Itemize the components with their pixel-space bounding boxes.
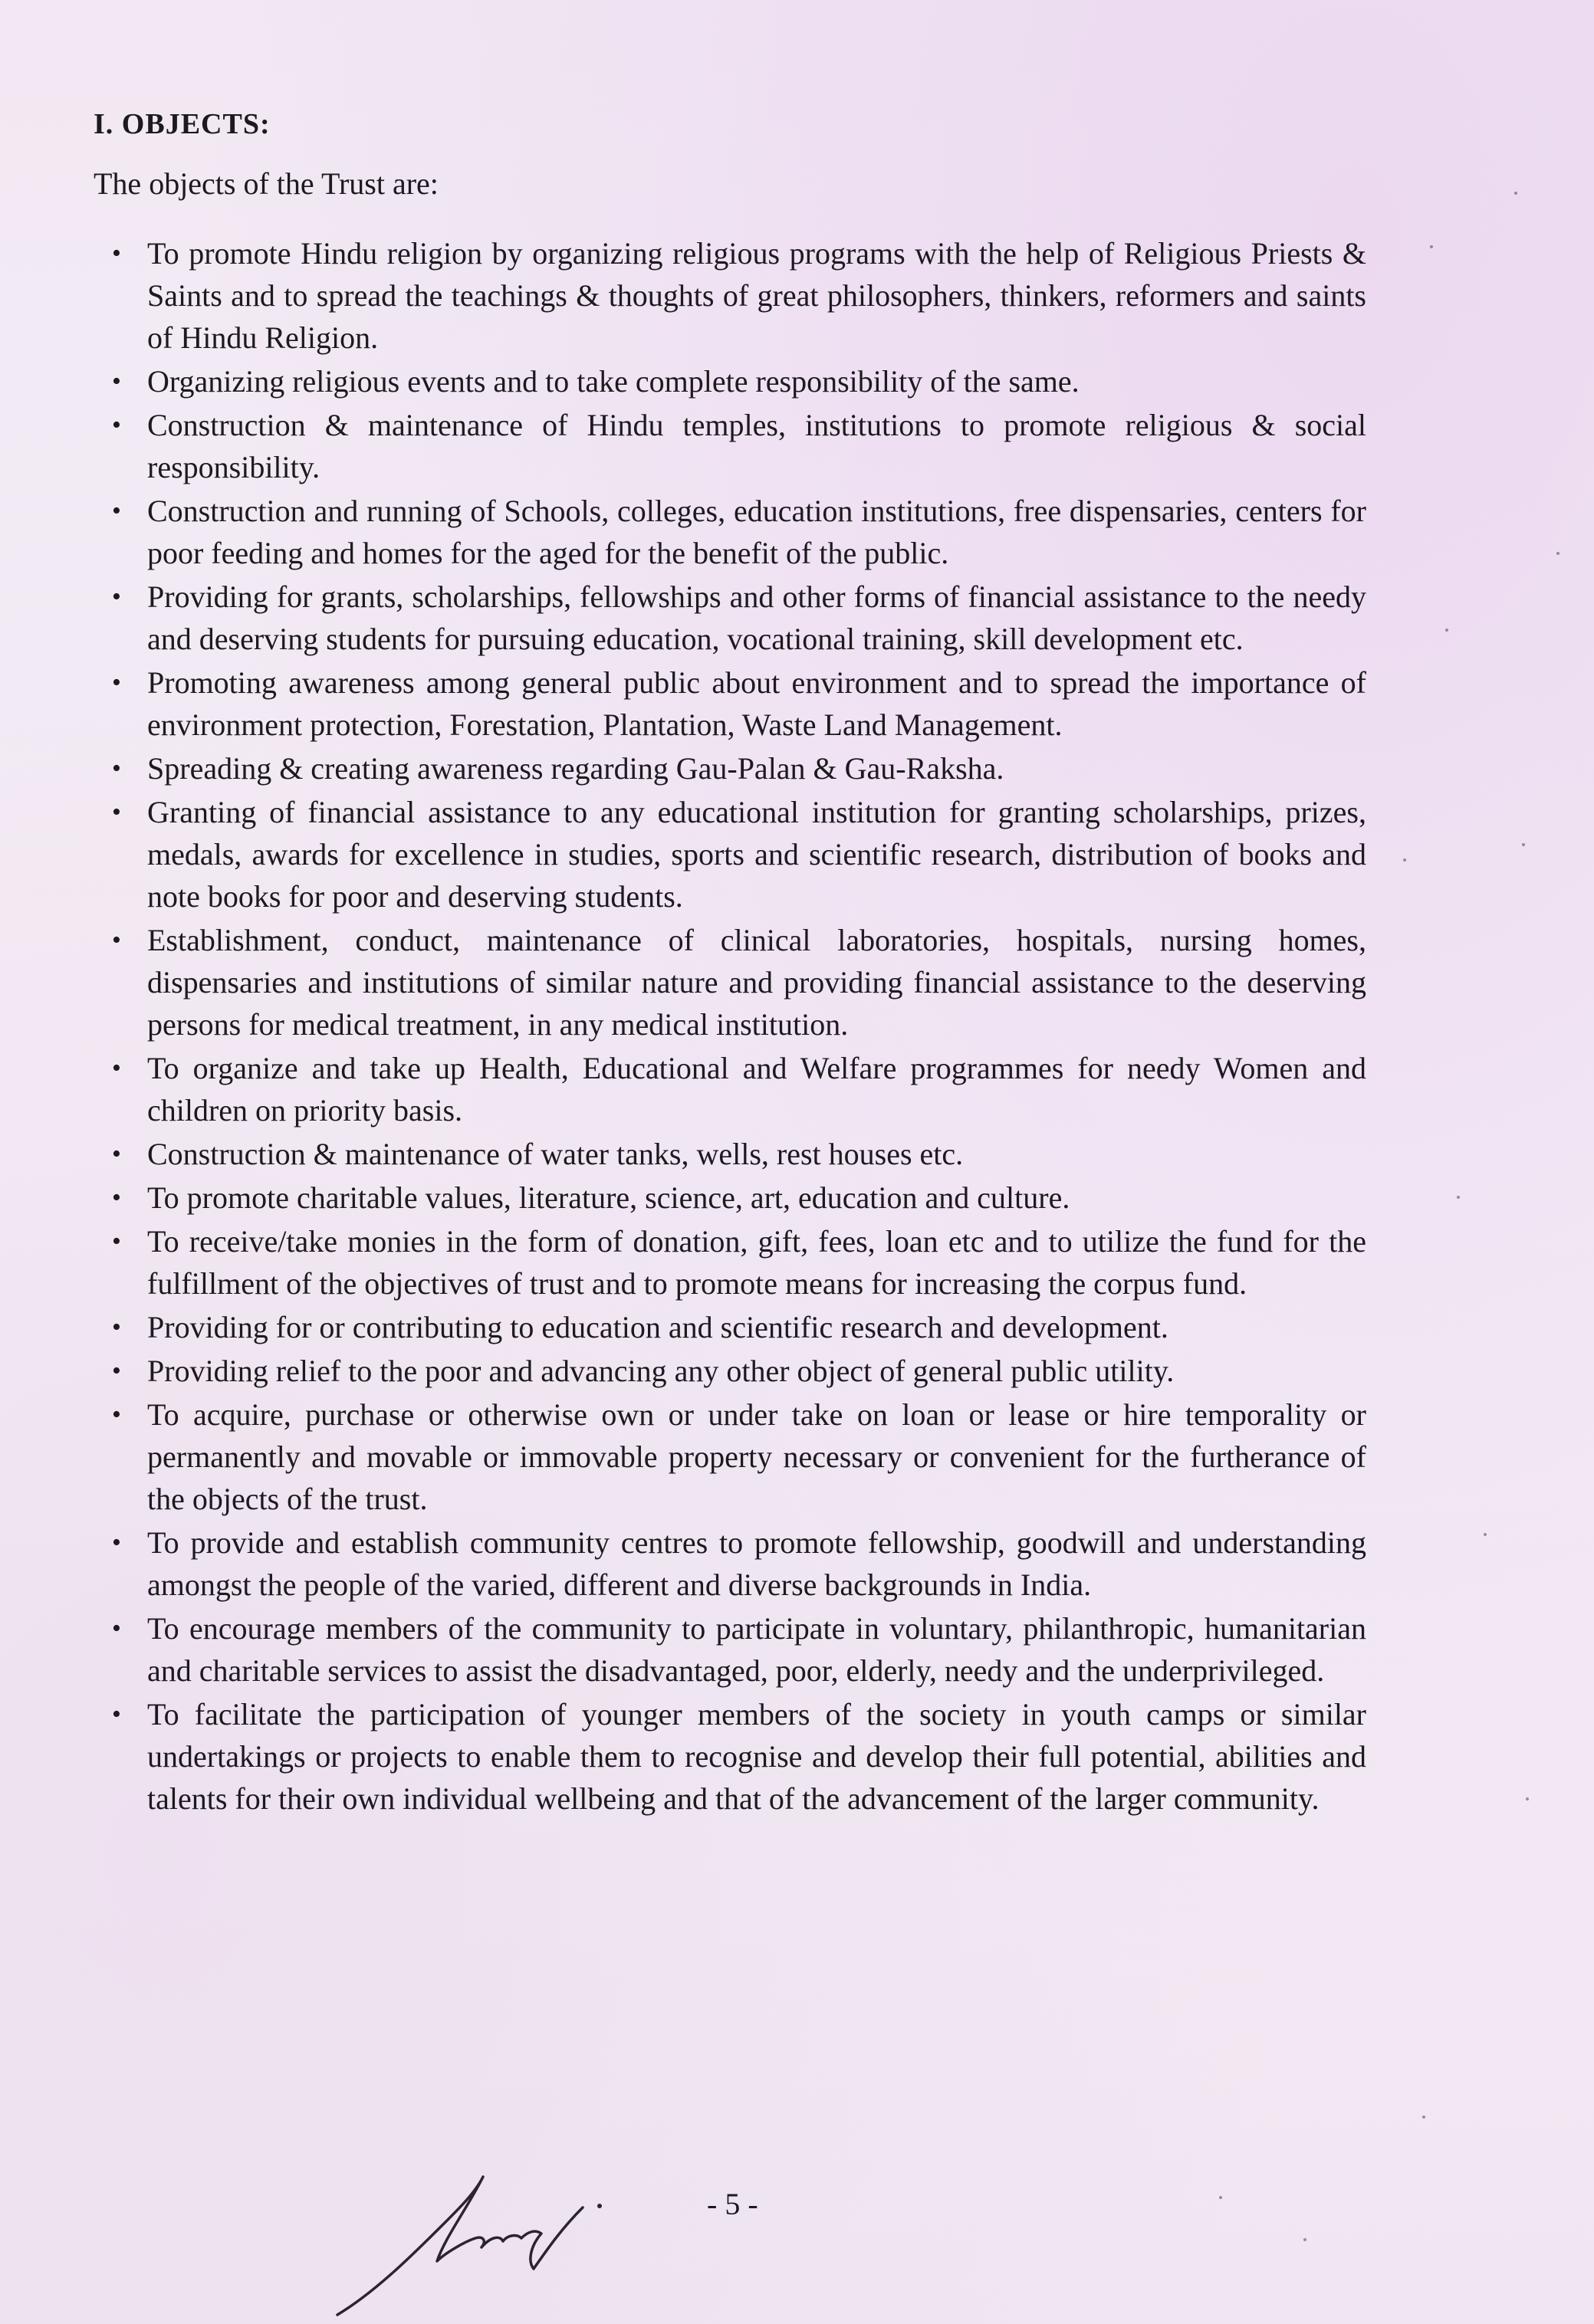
list-item [94,919,1366,1045]
bullet-icon: • [112,1528,121,1557]
scan-speck [1514,192,1517,195]
page-number: - 5 - [707,2187,758,2221]
scan-speck [1403,858,1406,862]
signature-mark [330,2162,621,2322]
list-item [94,404,1366,488]
list-item-text: Organizing religious events and to take complete responsibility of the same. [147,364,1080,399]
intro-text: The objects of the Trust are: [94,166,439,201]
list-item [94,1693,1366,1820]
list-item [94,1177,1366,1219]
list-item-text: Spreading & creating awareness regarding Gau-Palan & Gau-Raksha. [147,751,1004,786]
bullet-icon: • [112,367,121,396]
list-item-text: Granting of financial assistance to any educational institution for granting scholarships, prizes, medals, awards for excellence in studies, sports and scientific research, distribution of books and note books for poor and deserving students. [147,795,1366,914]
scan-speck [1422,2116,1425,2119]
signature-stroke [337,2177,583,2315]
list-item-text: Construction and running of Schools, colleges, education institutions, free dispensaries, centers for poor feeding and homes for the aged for the benefit of the public. [147,494,1366,570]
bullet-icon: • [112,411,121,439]
list-item [94,1393,1366,1520]
scan-speck [1526,1797,1529,1800]
scan-speck [1522,843,1525,846]
list-item-text: To provide and establish community centres to promote fellowship, goodwill and understanding amongst the people of the varied, different and diverse backgrounds in India. [147,1525,1366,1602]
scan-speck [1556,552,1559,555]
bullet-icon: • [112,583,121,611]
section-heading: I. OBJECTS: [94,108,271,140]
list-item [94,1521,1366,1606]
scan-speck [1445,629,1448,632]
scan-speck [1430,245,1433,248]
document-body [94,107,1366,1821]
list-item-text: Providing for or contributing to education and scientific research and development. [147,1310,1168,1344]
bullet-icon: • [112,1183,121,1212]
bullet-icon: • [112,1054,121,1082]
list-item [94,1133,1366,1175]
bullet-icon: • [112,1140,121,1168]
list-item-text: Providing for grants, scholarships, fellowships and other forms of financial assistance to the needy and deserving students for pursuing education, vocational training, skill development etc. [147,579,1366,656]
list-item [94,1350,1366,1392]
list-item [94,791,1366,917]
bullet-icon: • [112,1400,121,1429]
list-item-text: Establishment, conduct, maintenance of clinical laboratories, hospitals, nursing homes, dispensaries and institutions of similar nature and providing financial assistance to the deserving persons for medical treatment, in any medical institution. [147,923,1366,1042]
scan-speck [1303,2238,1306,2241]
scan-speck [1219,2196,1222,2199]
list-item-text: To promote Hindu religion by organizing religious programs with the help of Religious Priests & Saints and to spread the teachings & thoughts of great philosophers, thinkers, reformers and saints of Hindu Religion. [147,236,1366,355]
list-item [94,1047,1366,1131]
list-item [94,1306,1366,1348]
list-item-text: To facilitate the participation of younger members of the society in youth camps or similar undertakings or projects to enable them to recognise and develop their full potential, abilities and talents for their own individual wellbeing and that of the advancement of the larger community. [147,1697,1366,1816]
list-item-text: To encourage members of the community to participate in voluntary, philanthropic, humanitarian and charitable services to assist the disadvantaged, poor, elderly, needy and the underprivileged. [147,1611,1366,1688]
signature-dot [597,2204,602,2208]
objects-list [94,232,1366,1820]
bullet-icon: • [112,1614,121,1643]
list-item-text: To acquire, purchase or otherwise own or under take on loan or lease or hire temporality or permanently and movable or immovable property necessary or convenient for the furtherance of the objects of the trust. [147,1397,1366,1516]
list-item [94,661,1366,746]
bullet-icon: • [112,1700,121,1728]
bullet-icon: • [112,239,121,268]
list-item-text: Construction & maintenance of Hindu temples, institutions to promote religious & social responsibility. [147,408,1366,484]
list-item-text: To organize and take up Health, Educational and Welfare programmes for needy Women and children on priority basis. [147,1051,1366,1128]
list-item [94,1607,1366,1692]
list-item-text: To promote charitable values, literature, science, art, education and culture. [147,1180,1070,1215]
list-item [94,1220,1366,1305]
bullet-icon: • [112,668,121,697]
list-item [94,232,1366,359]
list-item-text: Promoting awareness among general public about environment and to spread the importance of environment protection, Forestation, Plantation, Waste Land Management. [147,665,1366,742]
bullet-icon: • [112,1357,121,1385]
bullet-icon: • [112,1227,121,1256]
list-item [94,360,1366,402]
list-item-text: To receive/take monies in the form of donation, gift, fees, loan etc and to utilize the fund for the fulfillment of the objectives of trust and to promote means for increasing the corpus fund. [147,1224,1366,1301]
list-item [94,490,1366,574]
bullet-icon: • [112,497,121,525]
list-item-text: Construction & maintenance of water tanks, wells, rest houses etc. [147,1137,964,1171]
list-item-text: Providing relief to the poor and advancing any other object of general public utility. [147,1354,1175,1388]
bullet-icon: • [112,926,121,954]
scan-speck [1484,1533,1487,1536]
list-item [94,747,1366,789]
bullet-icon: • [112,754,121,783]
bullet-icon: • [112,1313,121,1341]
bullet-icon: • [112,798,121,826]
scan-speck [1457,1196,1460,1199]
list-item [94,576,1366,660]
